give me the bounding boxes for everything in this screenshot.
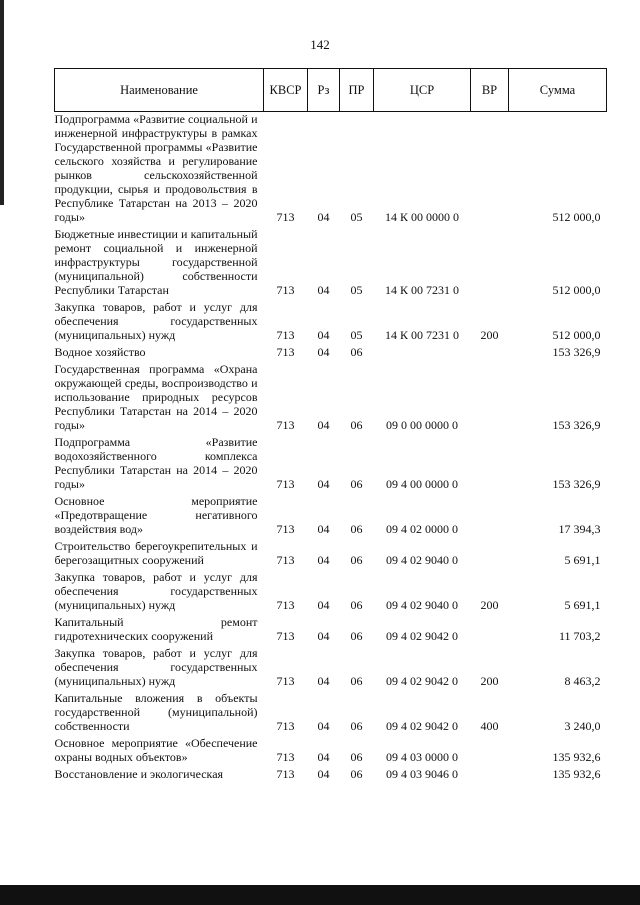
row-pr-text: 05 — [350, 328, 363, 342]
header-kvsr: КВСР — [264, 69, 308, 112]
row-pr-text: 05 — [350, 283, 363, 297]
row-sum — [509, 689, 607, 734]
row-rz — [308, 298, 340, 343]
row-name-text: Капитальные вложения в объекты государственной (муниципальной) собственности — [54, 691, 258, 733]
row-sum-text: 5 691,1 — [564, 553, 601, 567]
row-kvsr — [264, 225, 308, 298]
row-rz — [308, 568, 340, 613]
row-sum-text: 153 326,9 — [552, 477, 601, 491]
row-rz-text: 04 — [317, 477, 330, 491]
row-kvsr-text: 713 — [276, 418, 295, 432]
row-pr — [340, 112, 374, 226]
row-rz-text: 04 — [317, 598, 330, 612]
row-pr — [340, 734, 374, 765]
row-name — [55, 689, 264, 734]
row-name — [55, 613, 264, 644]
row-sum-text: 153 326,9 — [552, 418, 601, 432]
row-vr — [471, 689, 509, 734]
table-header-row — [55, 69, 607, 112]
row-name-text: Государственная программа «Охрана окружающей среды, воспроизводство и использование природных ресурсов Республики Татарстан на 2014 – 2020 годы» — [54, 362, 258, 432]
row-csr — [374, 644, 471, 689]
row-rz — [308, 360, 340, 433]
row-rz — [308, 225, 340, 298]
row-csr-text: 09 0 00 0000 0 — [386, 418, 458, 432]
header-sum: Сумма — [509, 69, 607, 112]
row-name-text: Закупка товаров, работ и услуг для обеспечения государственных (муниципальных) нужд — [54, 570, 258, 612]
row-csr-text: 09 4 02 9040 0 — [386, 598, 458, 612]
row-kvsr — [264, 644, 308, 689]
table-row — [55, 537, 607, 568]
row-vr — [471, 360, 509, 433]
row-kvsr — [264, 537, 308, 568]
row-name — [55, 225, 264, 298]
scan-bottom-bar — [0, 885, 640, 905]
row-rz-text: 04 — [317, 283, 330, 297]
row-rz-text: 04 — [317, 767, 330, 781]
row-rz-text: 04 — [317, 210, 330, 224]
row-kvsr-text: 713 — [276, 750, 295, 764]
row-csr-text: 09 4 02 9042 0 — [386, 674, 458, 688]
row-rz-text: 04 — [317, 750, 330, 764]
row-kvsr — [264, 734, 308, 765]
row-rz — [308, 112, 340, 226]
row-name-text: Закупка товаров, работ и услуг для обеспечения государственных (муниципальных) нужд — [54, 646, 258, 688]
table-row — [55, 298, 607, 343]
row-vr-text: 200 — [480, 674, 499, 688]
row-sum — [509, 644, 607, 689]
row-csr — [374, 360, 471, 433]
row-vr — [471, 298, 509, 343]
row-sum — [509, 765, 607, 782]
row-csr-text: 09 4 02 9040 0 — [386, 553, 458, 567]
row-name — [55, 492, 264, 537]
row-vr — [471, 613, 509, 644]
row-kvsr — [264, 568, 308, 613]
row-name — [55, 765, 264, 782]
table-row — [55, 360, 607, 433]
row-kvsr-text: 713 — [276, 345, 295, 359]
row-rz — [308, 644, 340, 689]
header-vr: ВР — [471, 69, 509, 112]
row-pr — [340, 225, 374, 298]
row-csr — [374, 613, 471, 644]
table-row — [55, 343, 607, 360]
row-pr-text: 06 — [350, 750, 363, 764]
row-rz-text: 04 — [317, 629, 330, 643]
row-kvsr-text: 713 — [276, 674, 295, 688]
row-name-text: Подпрограмма «Развитие водохозяйственного комплекса Республики Татарстан на 2014 – 2020 годы» — [54, 435, 258, 491]
row-pr-text: 06 — [350, 522, 363, 536]
row-csr — [374, 112, 471, 226]
row-sum — [509, 112, 607, 226]
row-sum — [509, 343, 607, 360]
row-name — [55, 112, 264, 226]
row-sum — [509, 298, 607, 343]
row-csr-text: 09 4 03 9046 0 — [386, 767, 458, 781]
table-row — [55, 225, 607, 298]
row-pr-text: 06 — [350, 629, 363, 643]
row-csr-text: 09 4 02 0000 0 — [386, 522, 458, 536]
row-csr-text: 14 К 00 7231 0 — [384, 328, 459, 342]
row-rz-text: 04 — [317, 553, 330, 567]
row-rz-text: 04 — [317, 522, 330, 536]
row-rz-text: 04 — [317, 345, 330, 359]
row-name-text: Подпрограмма «Развитие социальной и инженерной инфраструктуры в рамках Государственной программы «Развитие сельского хозяйства и регулирование рынков сельскохозяйственной продукции, сырья и продовольствия в Республике Татарстан на 2013 – 2020 годы» — [54, 112, 258, 224]
table-row — [55, 613, 607, 644]
row-sum — [509, 225, 607, 298]
row-name-text: Основное мероприятие «Предотвращение негативного воздействия вод» — [54, 494, 258, 536]
row-name-text: Основное мероприятие «Обеспечение охраны водных объектов» — [54, 736, 258, 764]
row-rz-text: 04 — [317, 418, 330, 432]
row-vr — [471, 225, 509, 298]
row-sum-text: 512 000,0 — [552, 328, 601, 342]
table-row — [55, 689, 607, 734]
row-csr — [374, 225, 471, 298]
row-rz — [308, 765, 340, 782]
row-sum — [509, 734, 607, 765]
row-vr-text: 200 — [480, 328, 499, 342]
header-csr: ЦСР — [374, 69, 471, 112]
row-sum — [509, 537, 607, 568]
row-sum — [509, 433, 607, 492]
row-name — [55, 644, 264, 689]
row-rz — [308, 613, 340, 644]
row-pr — [340, 689, 374, 734]
row-kvsr — [264, 689, 308, 734]
row-rz — [308, 689, 340, 734]
row-name — [55, 537, 264, 568]
row-pr — [340, 492, 374, 537]
row-csr — [374, 433, 471, 492]
row-pr-text: 05 — [350, 210, 363, 224]
row-pr — [340, 644, 374, 689]
row-csr — [374, 537, 471, 568]
row-pr-text: 06 — [350, 598, 363, 612]
row-kvsr — [264, 492, 308, 537]
row-name — [55, 433, 264, 492]
row-kvsr-text: 713 — [276, 477, 295, 491]
row-csr — [374, 568, 471, 613]
row-pr-text: 06 — [350, 418, 363, 432]
row-kvsr — [264, 765, 308, 782]
row-rz-text: 04 — [317, 719, 330, 733]
row-vr — [471, 433, 509, 492]
row-csr-text: 09 4 02 9042 0 — [386, 629, 458, 643]
row-name-text: Водное хозяйство — [54, 345, 146, 359]
row-rz — [308, 343, 340, 360]
scan-left-edge — [0, 0, 4, 205]
row-sum-text: 8 463,2 — [564, 674, 601, 688]
row-csr — [374, 492, 471, 537]
row-csr — [374, 689, 471, 734]
row-sum-text: 153 326,9 — [552, 345, 601, 359]
row-vr-text: 400 — [480, 719, 499, 733]
row-pr — [340, 298, 374, 343]
row-sum — [509, 613, 607, 644]
row-name-text: Капитальный ремонт гидротехнических сооружений — [54, 615, 258, 643]
row-vr — [471, 112, 509, 226]
row-csr-text: 09 4 00 0000 0 — [386, 477, 458, 491]
table-row — [55, 734, 607, 765]
row-pr-text: 06 — [350, 553, 363, 567]
row-rz — [308, 537, 340, 568]
row-kvsr — [264, 298, 308, 343]
row-kvsr — [264, 112, 308, 226]
row-sum-text: 135 932,6 — [552, 750, 601, 764]
row-name — [55, 568, 264, 613]
row-vr — [471, 492, 509, 537]
row-kvsr — [264, 360, 308, 433]
budget-table — [54, 68, 607, 782]
row-kvsr-text: 713 — [276, 767, 295, 781]
row-name — [55, 360, 264, 433]
row-sum — [509, 360, 607, 433]
row-pr-text: 06 — [350, 477, 363, 491]
row-rz — [308, 734, 340, 765]
row-kvsr-text: 713 — [276, 553, 295, 567]
row-kvsr — [264, 613, 308, 644]
row-name — [55, 343, 264, 360]
table-row — [55, 765, 607, 782]
table-row — [55, 492, 607, 537]
table-row — [55, 112, 607, 226]
row-pr-text: 06 — [350, 674, 363, 688]
row-name — [55, 734, 264, 765]
row-sum-text: 17 394,3 — [558, 522, 601, 536]
row-kvsr-text: 713 — [276, 283, 295, 297]
row-sum-text: 5 691,1 — [564, 598, 601, 612]
row-kvsr — [264, 433, 308, 492]
table-row — [55, 644, 607, 689]
row-pr-text: 06 — [350, 767, 363, 781]
row-sum-text: 135 932,6 — [552, 767, 601, 781]
row-name-text: Бюджетные инвестиции и капитальный ремонт социальной и инженерной инфраструктуры государственной (муниципальной) собственности Республики Татарстан — [54, 227, 258, 297]
row-vr — [471, 568, 509, 613]
row-rz — [308, 492, 340, 537]
row-pr — [340, 568, 374, 613]
table-row — [55, 433, 607, 492]
header-name: Наименование — [55, 69, 264, 112]
row-csr-text: 09 4 03 0000 0 — [386, 750, 458, 764]
table-row — [55, 568, 607, 613]
row-vr-text: 200 — [480, 598, 499, 612]
row-vr — [471, 644, 509, 689]
row-kvsr-text: 713 — [276, 719, 295, 733]
row-kvsr-text: 713 — [276, 328, 295, 342]
row-vr — [471, 537, 509, 568]
row-rz-text: 04 — [317, 674, 330, 688]
row-pr-text: 06 — [350, 719, 363, 733]
row-pr-text: 06 — [350, 345, 363, 359]
row-csr — [374, 765, 471, 782]
header-rz: Рз — [308, 69, 340, 112]
row-name-text: Закупка товаров, работ и услуг для обеспечения государственных (муниципальных) нужд — [54, 300, 258, 342]
row-name-text: Восстановление и экологическая — [54, 767, 224, 781]
row-kvsr-text: 713 — [276, 629, 295, 643]
page-number: 142 — [310, 37, 330, 52]
row-vr — [471, 343, 509, 360]
row-sum-text: 512 000,0 — [552, 283, 601, 297]
row-pr — [340, 765, 374, 782]
row-rz-text: 04 — [317, 328, 330, 342]
row-pr — [340, 360, 374, 433]
row-vr — [471, 734, 509, 765]
row-rz — [308, 433, 340, 492]
row-csr — [374, 734, 471, 765]
row-csr-text: 14 К 00 0000 0 — [384, 210, 459, 224]
row-kvsr-text: 713 — [276, 598, 295, 612]
row-csr — [374, 298, 471, 343]
row-sum — [509, 568, 607, 613]
header-pr: ПР — [340, 69, 374, 112]
row-sum — [509, 492, 607, 537]
row-pr — [340, 433, 374, 492]
row-kvsr — [264, 343, 308, 360]
row-sum-text: 11 703,2 — [558, 629, 601, 643]
row-kvsr-text: 713 — [276, 210, 295, 224]
row-pr — [340, 537, 374, 568]
row-name-text: Строительство берегоукрепительных и берегозащитных сооружений — [54, 539, 258, 567]
row-sum-text: 512 000,0 — [552, 210, 601, 224]
row-name — [55, 298, 264, 343]
row-pr — [340, 343, 374, 360]
row-vr — [471, 765, 509, 782]
row-pr — [340, 613, 374, 644]
row-sum-text: 3 240,0 — [564, 719, 601, 733]
row-csr-text: 09 4 02 9042 0 — [386, 719, 458, 733]
row-kvsr-text: 713 — [276, 522, 295, 536]
row-csr-text: 14 К 00 7231 0 — [384, 283, 459, 297]
row-csr — [374, 343, 471, 360]
